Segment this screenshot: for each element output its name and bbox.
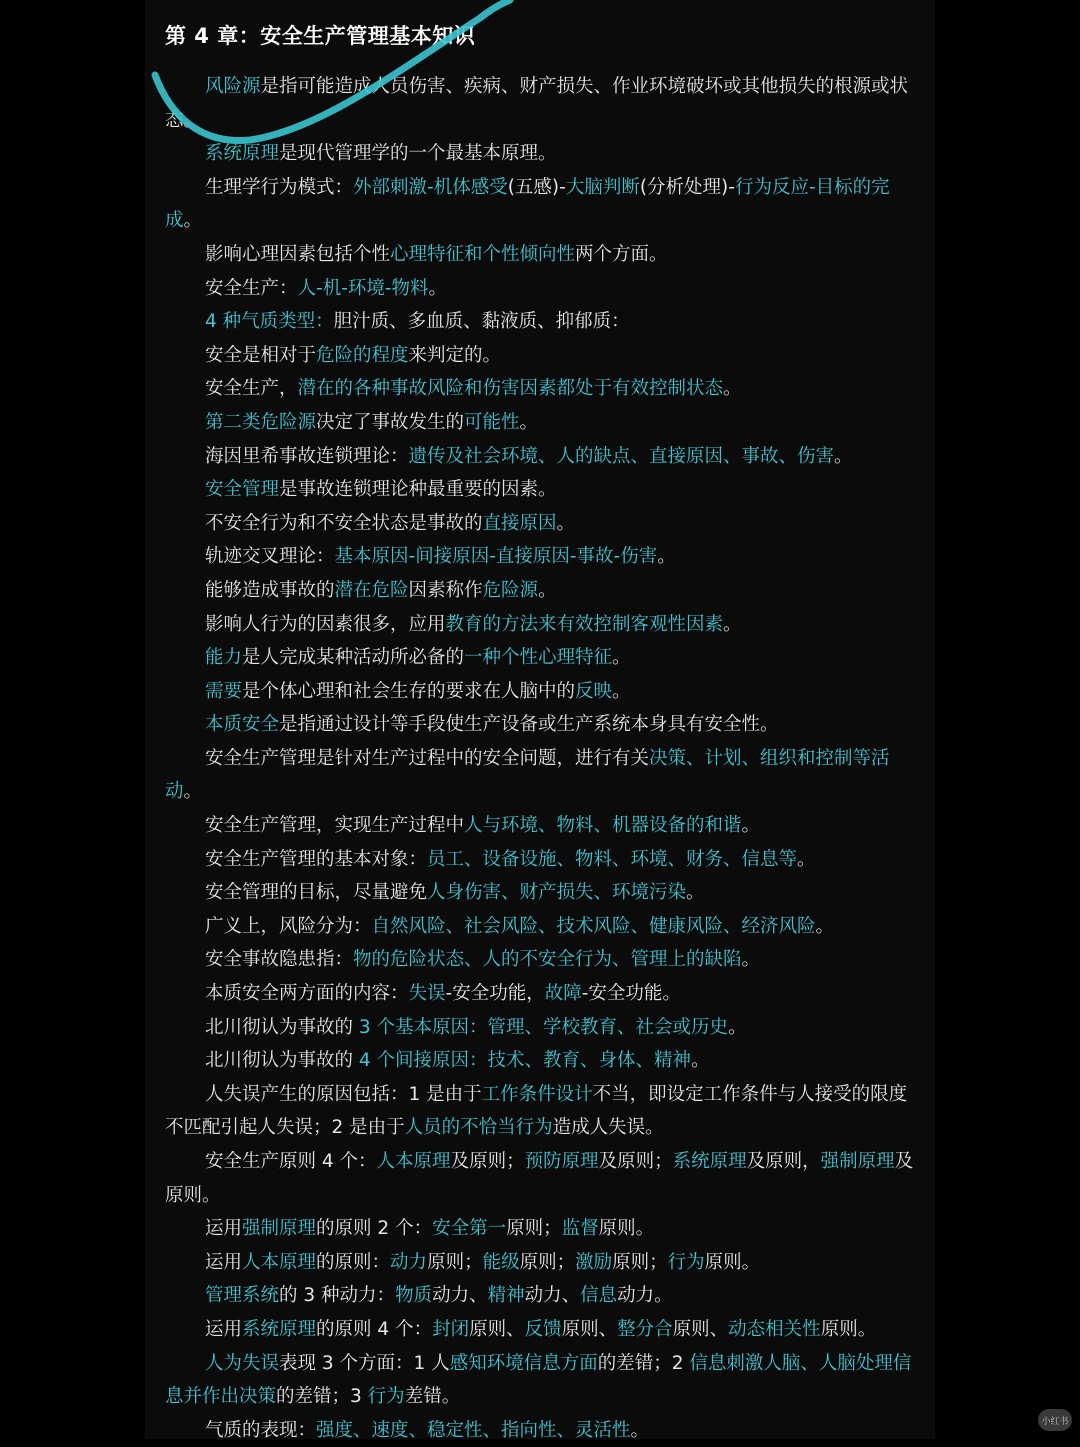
highlighted-term: 强制原理	[242, 1218, 317, 1240]
highlighted-term: 能级	[482, 1251, 520, 1273]
highlighted-term: 强度、速度、稳定性、指向性、灵活性	[316, 1419, 631, 1441]
note-text: -安全功能。	[581, 983, 681, 1005]
highlighted-term: 预防原理	[524, 1151, 599, 1172]
note-paragraph	[165, 1212, 917, 1246]
highlighted-term: 系统原理	[672, 1151, 747, 1172]
highlighted-term: 外部刺激-机体感受	[353, 176, 508, 198]
note-text: 原则；	[427, 1251, 483, 1273]
note-text: 本质安全两方面的内容：	[205, 983, 409, 1005]
note-text: 原则、	[561, 1318, 618, 1340]
note-paragraph	[165, 238, 917, 272]
highlighted-term: 人与环境、物料、机器设备的和谐	[464, 815, 742, 837]
note-text: -安全功能，	[445, 983, 545, 1005]
highlighted-term: 潜在危险	[334, 579, 409, 601]
note-text: 生理学行为模式：	[205, 176, 354, 198]
note-text: 北川彻认为事故的	[205, 1016, 359, 1038]
note-text: 表现 3 个方面：1 人	[279, 1352, 450, 1374]
note-text: 能够造成事故的	[205, 579, 335, 601]
highlighted-term: 反映	[575, 680, 613, 702]
note-text: 。	[723, 378, 742, 400]
highlighted-term: 激励	[575, 1251, 613, 1273]
note-text: 影响心理因素包括个性	[205, 243, 391, 265]
note-paragraph	[165, 876, 917, 910]
note-text: 。	[741, 815, 761, 837]
note-text: 决定了事故发生的	[316, 411, 465, 433]
note-text: 。	[183, 781, 203, 803]
note-text: 原则。	[704, 1251, 761, 1273]
note-paragraph	[165, 1313, 917, 1347]
note-paragraph	[165, 305, 917, 339]
highlighted-term: 人员的不恰当行为	[404, 1117, 553, 1139]
note-paragraph	[165, 171, 917, 238]
note-text: 动力、	[524, 1285, 581, 1307]
note-paragraph	[165, 910, 917, 944]
note-paragraph	[165, 742, 917, 809]
note-text: 的差错；3	[276, 1386, 368, 1408]
note-text: 安全生产原则 4 个：	[205, 1151, 377, 1172]
highlighted-term: 本质安全	[205, 714, 280, 736]
highlighted-term: 大脑判断	[565, 176, 640, 198]
note-paragraph	[165, 809, 917, 843]
note-paragraph	[165, 1011, 917, 1045]
highlighted-term: 直接原因	[482, 512, 557, 534]
highlighted-term: 4 种气质类型：	[205, 311, 334, 333]
highlighted-term: 能力	[205, 647, 243, 669]
highlighted-term: 物质	[395, 1285, 433, 1307]
note-text: 。	[657, 546, 676, 568]
highlighted-term: 遗传及社会环境、人的缺点、直接原因、事故、伤害	[408, 445, 835, 467]
note-text: 。	[428, 277, 448, 299]
note-text: 的原则：	[316, 1251, 391, 1273]
note-text: 是指通过设计等手段使生产设备或生产系统本身具有安全性。	[279, 714, 779, 736]
highlighted-term: 人为失误	[205, 1352, 280, 1374]
note-text: 是人完成某种活动所必备的	[242, 647, 465, 669]
note-text: 。	[797, 848, 816, 870]
highlighted-term: 3 个基本原因：	[358, 1016, 488, 1038]
note-text: 。	[723, 613, 742, 635]
note-text: 是个体心理和社会生存的要求在人脑中的	[242, 680, 576, 702]
note-paragraph	[165, 843, 917, 877]
note-paragraph	[165, 1246, 917, 1280]
highlighted-term: 教育的方法来有效控制客观性因素	[445, 613, 724, 635]
highlighted-term: 第二类危险源	[205, 411, 317, 433]
note-text: 广义上，风险分为：	[205, 915, 372, 937]
note-paragraph	[165, 372, 917, 406]
note-text: 安全管理的目标，尽量避免	[205, 882, 428, 904]
note-paragraph	[165, 977, 917, 1011]
watermark-badge: 小红书	[1038, 1409, 1072, 1431]
note-text: 动力。	[617, 1285, 673, 1307]
note-text: 是指可能造成人员伤害、疾病、财产损失、作业环境破坏或其他损失的根源或状态。	[165, 76, 909, 131]
note-paragraph	[165, 440, 917, 474]
highlighted-term: 封闭	[432, 1318, 470, 1340]
note-text: 因素称作	[408, 579, 483, 601]
note-text: 原则、	[672, 1318, 729, 1340]
highlighted-term: 信息	[580, 1285, 618, 1307]
note-paragraph	[165, 708, 917, 742]
note-text: 的 3 种动力：	[279, 1285, 396, 1307]
highlighted-term: 系统原理	[242, 1318, 317, 1340]
note-text: 。	[728, 1016, 747, 1038]
note-text: 。	[612, 647, 631, 669]
note-text: 影响人行为的因素很多，应用	[205, 613, 446, 635]
note-text: 。	[519, 411, 539, 433]
highlighted-term: 感知环境信息方面	[449, 1352, 598, 1374]
highlighted-term: 强制原理	[820, 1151, 895, 1172]
highlighted-term: 可能性	[464, 411, 520, 433]
note-text: 海因里希事故连锁理论：	[205, 445, 409, 467]
highlighted-term: 人-机-环境-物料	[297, 277, 429, 299]
note-text: 是事故连锁理论种最重要的因素。	[279, 479, 557, 501]
note-text: 的原则 4 个：	[316, 1318, 433, 1340]
note-paragraph	[165, 137, 917, 171]
note-text: 原则、	[469, 1318, 525, 1340]
note-text: 安全是相对于	[205, 344, 317, 366]
highlighted-term: 行为反应-目标的完成	[165, 176, 890, 232]
highlighted-term: 行为	[667, 1251, 705, 1273]
note-paragraph	[165, 1044, 917, 1078]
highlighted-term: 管理、学校教育、社会或历史	[487, 1016, 729, 1038]
note-text: 胆汁质、多血质、黏液质、抑郁质：	[333, 311, 630, 333]
note-text: 的差错；2	[597, 1352, 690, 1374]
highlighted-term: 信息刺激人脑、人脑处理信息并作出决策	[165, 1352, 912, 1408]
note-paragraph	[165, 1145, 917, 1212]
highlighted-term: 人身伤害、财产损失、环境污染	[427, 882, 687, 904]
note-text: 两个方面。	[575, 243, 668, 265]
chapter-title: 第 4 章：安全生产管理基本知识	[165, 24, 476, 48]
note-paragraph	[165, 406, 917, 440]
note-paragraph	[165, 1414, 917, 1447]
highlighted-term: 危险的程度	[316, 344, 409, 366]
note-text: 。	[686, 882, 705, 904]
note-text: 是现代管理学的一个最基本原理。	[279, 143, 557, 165]
highlighted-term: 监督	[561, 1218, 599, 1240]
highlighted-term: 动态相关性	[728, 1318, 821, 1340]
note-paragraph	[165, 675, 917, 709]
note-paragraph	[165, 943, 917, 977]
highlighted-term: 人本原理	[376, 1151, 451, 1172]
note-text: 来判定的。	[408, 344, 502, 366]
highlighted-term: 管理系统	[205, 1285, 280, 1307]
note-text: 原则。	[820, 1318, 877, 1340]
note-text: 安全生产管理，实现生产过程中	[205, 815, 465, 837]
note-text: 气质的表现：	[205, 1419, 317, 1441]
note-text: 。	[556, 512, 576, 534]
note-text: 。	[741, 949, 761, 971]
highlighted-term: 基本原因-间接原因-直接原因-事故-伤害	[334, 546, 658, 568]
note-text: 轨迹交叉理论：	[205, 546, 335, 568]
note-text: 的原则 2 个：	[316, 1218, 433, 1240]
note-text: 运用	[205, 1318, 243, 1340]
note-text: (分析处理)-	[639, 176, 735, 198]
note-text: 。	[538, 579, 557, 601]
note-text: 。	[815, 915, 835, 937]
highlighted-term: 需要	[205, 680, 243, 702]
highlighted-term: 风险源	[205, 76, 261, 97]
highlighted-term: 决策、计划、组织和控制等活动	[165, 747, 890, 803]
note-paragraph	[165, 1078, 917, 1145]
note-paragraph	[165, 339, 917, 373]
note-paragraph	[165, 70, 917, 137]
highlighted-term: 整分合	[617, 1318, 673, 1340]
highlighted-term: 行为	[367, 1386, 405, 1408]
note-paragraph	[165, 608, 917, 642]
highlighted-term: 心理特征和个性倾向性	[390, 243, 576, 265]
note-text: 原则；	[519, 1251, 576, 1273]
highlighted-term: 失误	[408, 983, 446, 1005]
note-text: 原则。	[598, 1218, 655, 1240]
highlighted-term: 系统原理	[205, 143, 280, 165]
note-text: 北川彻认为事故的	[205, 1050, 359, 1072]
highlighted-term: 自然风险、社会风险、技术风险、健康风险、经济风险	[371, 915, 816, 937]
note-text: 。	[691, 1050, 710, 1072]
highlighted-term: 技术、教育、身体、精神	[487, 1050, 692, 1072]
note-text: 及原则；	[450, 1151, 525, 1172]
highlighted-term: 物的危险状态、人的不安全行为、管理上的缺陷	[353, 949, 742, 971]
note-text: 及原则。	[165, 1151, 914, 1206]
note-paragraph	[165, 1347, 917, 1414]
highlighted-term: 反馈	[524, 1318, 562, 1340]
highlighted-term: 安全管理	[205, 479, 280, 501]
note-paragraph	[165, 473, 917, 507]
note-text: 。	[612, 680, 631, 702]
note-text: 安全事故隐患指：	[205, 949, 354, 971]
highlighted-term: 安全第一	[432, 1218, 507, 1240]
note-text: 安全生产：	[205, 277, 298, 299]
note-paragraph	[165, 540, 917, 574]
note-text: (五感)-	[507, 176, 566, 198]
note-paragraph	[165, 1279, 917, 1313]
note-text: 动力、	[432, 1285, 488, 1307]
highlighted-term: 动力	[390, 1251, 428, 1273]
highlighted-term: 4 个间接原因：	[358, 1050, 488, 1072]
highlighted-term: 危险源	[482, 579, 539, 601]
note-text: 。	[183, 210, 203, 232]
highlighted-term: 人本原理	[242, 1251, 317, 1273]
note-text: 安全生产管理是针对生产过程中的安全问题，进行有关	[205, 747, 650, 769]
chapter-body	[165, 70, 917, 1447]
highlighted-term: 精神	[487, 1285, 525, 1307]
highlighted-term: 工作条件设计	[481, 1083, 593, 1105]
highlighted-term: 一种个性心理特征	[464, 647, 613, 669]
note-text: 及原则；	[598, 1151, 673, 1172]
note-text: 原则；	[506, 1218, 562, 1240]
highlighted-term: 故障	[544, 983, 582, 1005]
note-text: 安全生产，	[205, 378, 298, 400]
note-text: 。	[630, 1419, 650, 1441]
note-text: 运用	[205, 1251, 243, 1273]
note-text: 原则；	[612, 1251, 668, 1273]
note-text: 。	[834, 445, 853, 467]
note-paragraph	[165, 574, 917, 608]
note-paragraph	[165, 641, 917, 675]
note-paragraph	[165, 507, 917, 541]
highlighted-term: 员工、设备设施、物料、环境、财务、信息等	[427, 848, 798, 870]
highlighted-term: 潜在的各种事故风险和伤害因素都处于有效控制状态	[297, 378, 724, 400]
note-text: 安全生产管理的基本对象：	[205, 848, 428, 870]
note-text: 人失误产生的原因包括：1 是由于	[205, 1083, 482, 1105]
note-paragraph	[165, 272, 917, 306]
note-text: 不安全行为和不安全状态是事故的	[205, 512, 483, 534]
note-text: 差错。	[404, 1386, 461, 1408]
note-text: 造成人失误。	[552, 1117, 664, 1139]
note-text: 及原则，	[746, 1151, 821, 1172]
note-text: 运用	[205, 1218, 243, 1240]
note-text: 不当，即设定工作条件与人接受的限度不匹配引起人失误；2 是由于	[165, 1083, 908, 1139]
